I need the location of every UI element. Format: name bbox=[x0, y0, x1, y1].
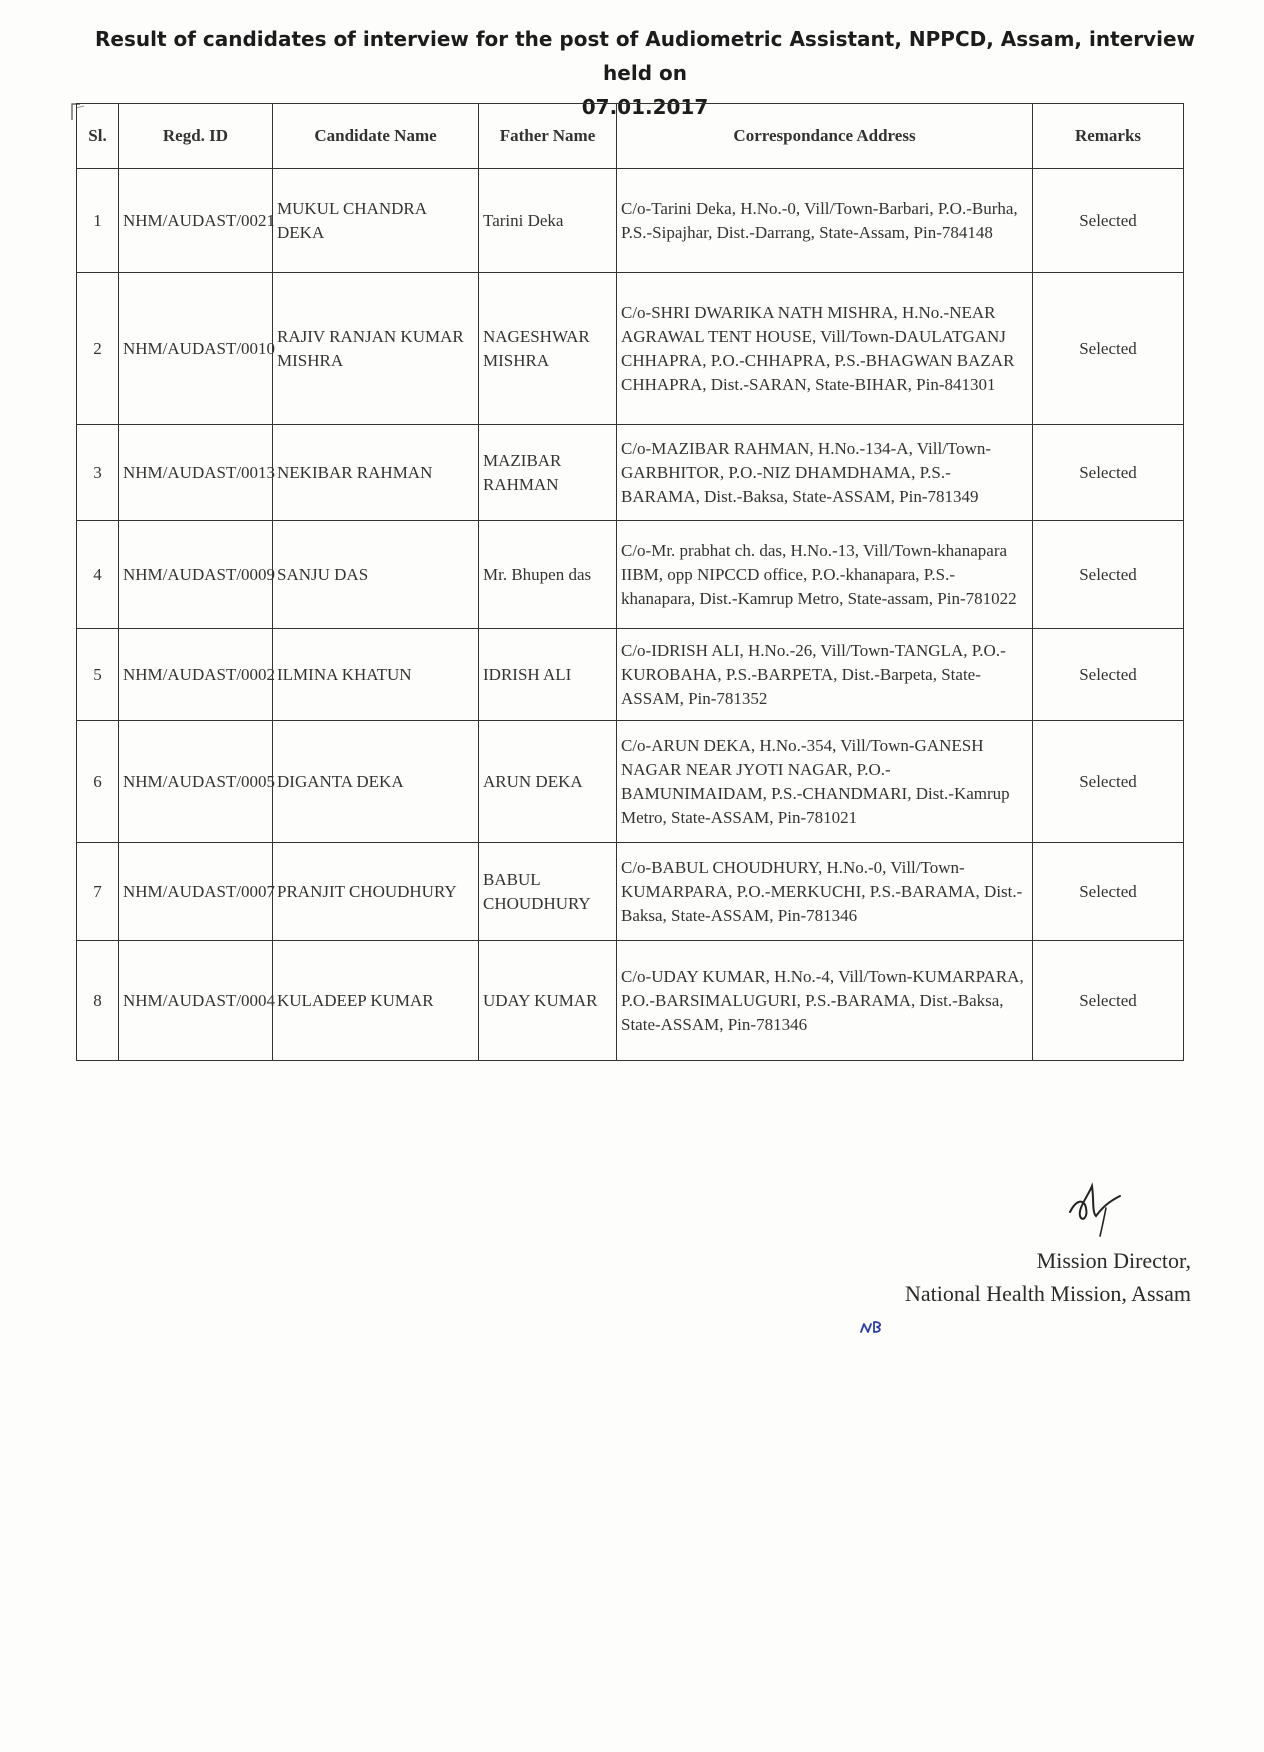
cell-remarks: Selected bbox=[1033, 941, 1184, 1061]
title-line-2-date: 07.01.2017 bbox=[581, 95, 709, 119]
cell-sl: 4 bbox=[77, 521, 119, 629]
table-row bbox=[77, 629, 1184, 721]
cell-address: C/o-BABUL CHOUDHURY, H.No.-0, Vill/Town-KUMARPARA, P.O.-MERKUCHI, P.S.-BARAMA, Dist.-Baksa, State-ASSAM, Pin-781346 bbox=[617, 843, 1033, 941]
cell-remarks: Selected bbox=[1033, 843, 1184, 941]
signature-block bbox=[905, 1244, 1191, 1310]
cell-remarks: Selected bbox=[1033, 721, 1184, 843]
cell-father-name: MAZIBAR RAHMAN bbox=[479, 425, 617, 521]
header-candidate-name: Candidate Name bbox=[273, 104, 479, 169]
cell-remarks: Selected bbox=[1033, 629, 1184, 721]
table-header-row bbox=[77, 104, 1184, 169]
cell-candidate-name: KULADEEP KUMAR bbox=[273, 941, 479, 1061]
cell-sl: 2 bbox=[77, 273, 119, 425]
cell-candidate-name: PRANJIT CHOUDHURY bbox=[273, 843, 479, 941]
table-row bbox=[77, 721, 1184, 843]
cell-father-name: ARUN DEKA bbox=[479, 721, 617, 843]
cell-address: C/o-Tarini Deka, H.No.-0, Vill/Town-Barbari, P.O.-Burha, P.S.-Sipajhar, Dist.-Darrang, State-Assam, Pin-784148 bbox=[617, 169, 1033, 273]
cell-sl: 7 bbox=[77, 843, 119, 941]
cell-candidate-name: SANJU DAS bbox=[273, 521, 479, 629]
cell-sl: 6 bbox=[77, 721, 119, 843]
designation-title: Mission Director, bbox=[1036, 1248, 1191, 1273]
organization-name: National Health Mission, Assam bbox=[905, 1281, 1191, 1306]
table-row bbox=[77, 273, 1184, 425]
header-father-name: Father Name bbox=[479, 104, 617, 169]
header-regd-id: Regd. ID bbox=[119, 104, 273, 169]
cell-father-name: Tarini Deka bbox=[479, 169, 617, 273]
cell-regd-id: NHM/AUDAST/0002 bbox=[119, 629, 273, 721]
handwritten-initials bbox=[858, 1318, 892, 1336]
cell-father-name: IDRISH ALI bbox=[479, 629, 617, 721]
cell-remarks: Selected bbox=[1033, 521, 1184, 629]
table-row bbox=[77, 843, 1184, 941]
cell-address: C/o-Mr. prabhat ch. das, H.No.-13, Vill/Town-khanapara IIBM, opp NIPCCD office, P.O.-khanapara, P.S.-khanapara, Dist.-Kamrup Metro, State-assam, Pin-781022 bbox=[617, 521, 1033, 629]
cell-regd-id: NHM/AUDAST/0010 bbox=[119, 273, 273, 425]
cell-remarks: Selected bbox=[1033, 169, 1184, 273]
cell-candidate-name: NEKIBAR RAHMAN bbox=[273, 425, 479, 521]
header-sl: Sl. bbox=[77, 104, 119, 169]
cell-sl: 5 bbox=[77, 629, 119, 721]
cell-address: C/o-IDRISH ALI, H.No.-26, Vill/Town-TANGLA, P.O.-KUROBAHA, P.S.-BARPETA, Dist.-Barpeta, State-ASSAM, Pin-781352 bbox=[617, 629, 1033, 721]
cell-father-name: Mr. Bhupen das bbox=[479, 521, 617, 629]
table-row bbox=[77, 169, 1184, 273]
cell-sl: 3 bbox=[77, 425, 119, 521]
results-table bbox=[76, 103, 1184, 1061]
header-remarks: Remarks bbox=[1033, 104, 1184, 169]
table-row bbox=[77, 425, 1184, 521]
cell-address: C/o-ARUN DEKA, H.No.-354, Vill/Town-GANESH NAGAR NEAR JYOTI NAGAR, P.O.-BAMUNIMAIDAM, P.S.-CHANDMARI, Dist.-Kamrup Metro, State-ASSAM, Pin-781021 bbox=[617, 721, 1033, 843]
signature-mark bbox=[1062, 1178, 1132, 1238]
cell-sl: 1 bbox=[77, 169, 119, 273]
cell-regd-id: NHM/AUDAST/0009 bbox=[119, 521, 273, 629]
cell-address: C/o-UDAY KUMAR, H.No.-4, Vill/Town-KUMARPARA, P.O.-BARSIMALUGURI, P.S.-BARAMA, Dist.-Baksa, State-ASSAM, Pin-781346 bbox=[617, 941, 1033, 1061]
table-row bbox=[77, 521, 1184, 629]
cell-regd-id: NHM/AUDAST/0021 bbox=[119, 169, 273, 273]
cell-father-name: BABUL CHOUDHURY bbox=[479, 843, 617, 941]
cell-candidate-name: RAJIV RANJAN KUMAR MISHRA bbox=[273, 273, 479, 425]
cell-regd-id: NHM/AUDAST/0013 bbox=[119, 425, 273, 521]
cell-sl: 8 bbox=[77, 941, 119, 1061]
cell-regd-id: NHM/AUDAST/0005 bbox=[119, 721, 273, 843]
cell-father-name: UDAY KUMAR bbox=[479, 941, 617, 1061]
title-line-1: Result of candidates of interview for the post of Audiometric Assistant, NPPCD, Assam, interview held on bbox=[94, 27, 1195, 85]
cell-candidate-name: MUKUL CHANDRA DEKA bbox=[273, 169, 479, 273]
cell-remarks: Selected bbox=[1033, 425, 1184, 521]
table-row bbox=[77, 941, 1184, 1061]
cell-candidate-name: ILMINA KHATUN bbox=[273, 629, 479, 721]
cell-address: C/o-SHRI DWARIKA NATH MISHRA, H.No.-NEAR AGRAWAL TENT HOUSE, Vill/Town-DAULATGANJ CHHAPRA, P.O.-CHHAPRA, P.S.-BHAGWAN BAZAR CHHAPRA, Dist.-SARAN, State-BIHAR, Pin-841301 bbox=[617, 273, 1033, 425]
cell-regd-id: NHM/AUDAST/0004 bbox=[119, 941, 273, 1061]
cell-remarks: Selected bbox=[1033, 273, 1184, 425]
header-address: Correspondance Address bbox=[617, 104, 1033, 169]
cell-address: C/o-MAZIBAR RAHMAN, H.No.-134-A, Vill/Town-GARBHITOR, P.O.-NIZ DHAMDHAMA, P.S.-BARAMA, Dist.-Baksa, State-ASSAM, Pin-781349 bbox=[617, 425, 1033, 521]
cell-father-name: NAGESHWAR MISHRA bbox=[479, 273, 617, 425]
cell-candidate-name: DIGANTA DEKA bbox=[273, 721, 479, 843]
cell-regd-id: NHM/AUDAST/0007 bbox=[119, 843, 273, 941]
